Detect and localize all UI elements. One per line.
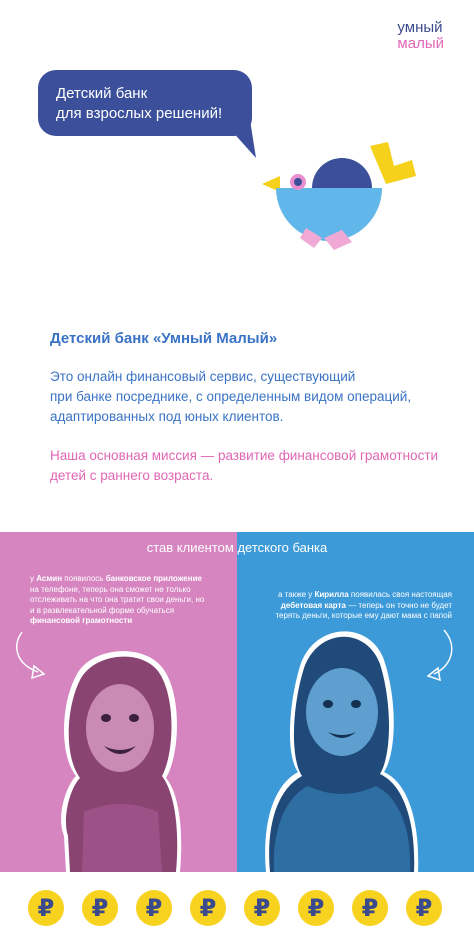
ruble-coin-icon: ₽: [298, 890, 334, 926]
note-text: у: [30, 574, 37, 583]
description-line: при банке посреднике, с определенным видом операций,: [50, 389, 412, 404]
note-text: а также у: [278, 590, 315, 599]
logo-line-1: умный: [397, 19, 443, 36]
left-note: [30, 574, 210, 627]
ruble-coin-icon: ₽: [352, 890, 388, 926]
bubble-line-1: Детский банк: [56, 85, 148, 102]
note-text: — теперь он точно не будет терять деньги, которые ему дают мама с папой: [275, 600, 452, 620]
ruble-coin-icon: ₽: [82, 890, 118, 926]
logo-line-2: малый: [397, 35, 444, 52]
child-name: Асмин: [36, 574, 63, 583]
ruble-coin-icon: ₽: [244, 890, 280, 926]
mission-statement: [50, 446, 460, 486]
curved-arrow-icon: [420, 628, 460, 682]
boy-photo: [262, 606, 422, 872]
girl-photo: [46, 636, 196, 872]
panel-banner: став клиентом детского банка: [146, 540, 328, 555]
description-line: адаптированных под юных клиентов.: [50, 409, 284, 424]
note-text: появилась своя настоящая: [348, 590, 452, 599]
mission-line: Наша основная миссия — развитие финансовой грамотности: [50, 448, 439, 463]
note-highlight: финансовой грамотности: [30, 616, 133, 625]
bubble-line-2: для взрослых решений!: [56, 105, 223, 122]
child-name: Кирилла: [314, 590, 349, 599]
brand-logo: [397, 20, 444, 52]
ruble-coin-icon: ₽: [190, 890, 226, 926]
section-title: Детский банк «Умный Малый»: [50, 330, 278, 347]
ruble-coin-icon: ₽: [28, 890, 64, 926]
note-highlight: банковское приложение: [105, 574, 202, 583]
speech-bubble: [38, 70, 252, 136]
bird-illustration: [262, 140, 422, 252]
ruble-coin-icon: ₽: [406, 890, 442, 926]
description-line: Это онлайн финансовый сервис, существующий: [50, 369, 356, 384]
ruble-coin-icon: ₽: [136, 890, 172, 926]
service-description: [50, 367, 450, 427]
mission-line: детей с раннего возраста.: [50, 468, 214, 483]
coins-row: [0, 878, 474, 945]
note-text: на телефоне, теперь она сможет не только отслеживать на что она тратит свои деньги, но и в развлекательной форме обучаться: [30, 584, 205, 615]
note-text: появилось: [62, 574, 106, 583]
note-highlight: дебетовая карта: [280, 600, 346, 610]
